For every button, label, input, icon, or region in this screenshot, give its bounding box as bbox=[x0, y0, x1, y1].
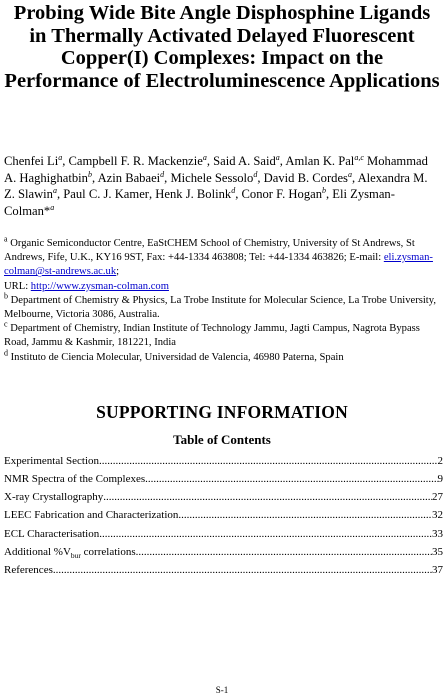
author: Chenfei Li bbox=[4, 154, 59, 168]
toc-label-main: Additional %V bbox=[4, 545, 71, 558]
table-of-contents bbox=[4, 452, 443, 579]
author: Campbell F. R. Mackenzie bbox=[68, 154, 203, 168]
author-affiliation-mark: a bbox=[58, 152, 63, 162]
section-heading: SUPPORTING INFORMATION bbox=[96, 402, 348, 422]
toc-leader-dots bbox=[145, 470, 437, 488]
toc-entry-page: 33 bbox=[432, 527, 443, 540]
toc-entry[interactable] bbox=[4, 543, 443, 561]
toc-entry-label: ECL Characterisation bbox=[4, 527, 100, 540]
affiliation-text: Instituto de Ciencia Molecular, Universidad de Valencia, 46980 Paterna, Spain bbox=[10, 351, 344, 363]
affiliation-b bbox=[4, 291, 440, 322]
page-number: S-1 bbox=[215, 685, 229, 695]
affiliation-mark: c bbox=[4, 319, 8, 329]
author: Said A. Said bbox=[213, 154, 276, 168]
affiliation-mark: a bbox=[4, 234, 8, 244]
author-affiliation-mark: d bbox=[231, 185, 236, 195]
toc-leader-dots bbox=[136, 543, 432, 561]
toc-entry-label: X-ray Crystallography bbox=[4, 491, 104, 504]
author-affiliation-mark: a bbox=[52, 185, 57, 195]
toc-leader-dots bbox=[99, 525, 432, 543]
author: Alexandra M. Z. Slawin bbox=[4, 170, 428, 201]
affiliation-d bbox=[4, 348, 440, 365]
toc-leader-dots bbox=[53, 561, 432, 579]
affiliation-list bbox=[4, 234, 440, 365]
author: Azin Babaei bbox=[97, 170, 161, 185]
toc-title: Table of Contents bbox=[173, 432, 271, 447]
separator: ; bbox=[116, 266, 120, 278]
author-affiliation-mark: b bbox=[87, 169, 92, 179]
affiliation-a bbox=[4, 234, 440, 294]
author: Henk J. Bolink bbox=[155, 187, 232, 201]
toc-entry[interactable] bbox=[4, 561, 443, 579]
toc-entry[interactable] bbox=[4, 470, 443, 488]
affiliation-text: Department of Chemistry, Indian Institute of Technology Jammu, Jagti Campus, Nagrota Bypass Road, Jammu & Kashmir, 181221, India bbox=[4, 323, 420, 349]
toc-entry-label: Experimental Section bbox=[4, 455, 99, 467]
website-link[interactable]: http://www.zysman-colman.com bbox=[30, 280, 169, 292]
toc-entry-page: 2 bbox=[437, 455, 443, 467]
author: Amlan K. Pal bbox=[285, 154, 355, 168]
affiliation-mark: b bbox=[4, 291, 8, 301]
author-affiliation-mark: b bbox=[322, 185, 326, 195]
author-list: Chenfei Li$^a$, Campbell F. R. Mackenzie$^a$, Said A. Said$^a$, Amlan K. Pal$^{a,c}$ Mohammad A. Haghighatbin$^b$, Azin Babaei$^d$, Michele Sessolo$^d$, David B. Cordes$^a$, Alexandra M. Z. Slawin$^a$, Paul C. J. Kamer, Henk J. Bolink$^d$, Conor F. Hogan$^b$, Eli Zysman-Colman*$^a$ bbox=[4, 152, 428, 218]
paper-title: Probing Wide Bite Angle Disphosphine Ligands in Thermally Activated Delayed Fluorescent Copper(I) Complexes: Impact on the Performance of Electroluminescence Applications bbox=[4, 2, 440, 92]
toc-leader-dots bbox=[99, 452, 438, 470]
toc-leader-dots bbox=[103, 488, 432, 506]
toc-entry-label: LEEC Fabrication and Characterization bbox=[4, 509, 179, 522]
url-label: URL: bbox=[4, 280, 31, 292]
author-affiliation-mark: d bbox=[160, 169, 165, 179]
toc-entry-label: References bbox=[4, 563, 53, 576]
toc-entry-page: 35 bbox=[432, 545, 443, 558]
author-affiliation-mark: a,c bbox=[354, 152, 364, 162]
affiliation-text: Department of Chemistry & Physics, La Trobe Institute for Molecular Science, La Trobe University, Melbourne, Victoria 3086, Australia. bbox=[4, 294, 437, 321]
toc-leader-dots bbox=[178, 506, 432, 524]
author: Michele Sessolo bbox=[170, 170, 254, 185]
affiliation-text: Organic Semiconductor Centre, EaStCHEM School of Chemistry, University of St Andrews, St Andrews, Fife, U.K., KY16 9ST, Fax: +44-1334 463808; Tel: +44-1334 463826; E-mail: bbox=[4, 238, 415, 264]
author-affiliation-mark: a bbox=[347, 169, 352, 179]
toc-entry-page: 9 bbox=[437, 473, 443, 486]
author-affiliation-mark: d bbox=[253, 169, 258, 179]
author: Conor F. Hogan bbox=[241, 187, 322, 201]
affiliation-c bbox=[4, 319, 440, 350]
toc-entry-label: NMR Spectra of the Complexes bbox=[4, 473, 146, 486]
author-affiliation-mark: a bbox=[275, 152, 280, 162]
toc-entry-page: 37 bbox=[432, 563, 443, 576]
affiliation-mark: d bbox=[4, 348, 8, 358]
toc-entry-page: 32 bbox=[432, 509, 443, 522]
author: Paul C. J. Kamer bbox=[63, 187, 149, 201]
toc-entry[interactable] bbox=[4, 506, 443, 524]
email-link[interactable]: eli.zysman-colman@st-andrews.ac.uk bbox=[4, 252, 433, 278]
author-affiliation-mark: a bbox=[50, 202, 55, 212]
toc-entry[interactable] bbox=[4, 452, 443, 470]
toc-label-subscript: bur bbox=[70, 550, 81, 560]
toc-entry[interactable] bbox=[4, 525, 443, 543]
toc-label-rest: correlations bbox=[80, 545, 136, 558]
author: Mohammad A. Haghighatbin bbox=[4, 154, 428, 185]
author: Eli Zysman-Colman* bbox=[4, 187, 395, 218]
author-affiliation-mark: a bbox=[202, 152, 207, 162]
author: David B. Cordes bbox=[263, 170, 348, 185]
toc-entry-page: 27 bbox=[432, 491, 443, 504]
toc-entry[interactable] bbox=[4, 488, 443, 506]
